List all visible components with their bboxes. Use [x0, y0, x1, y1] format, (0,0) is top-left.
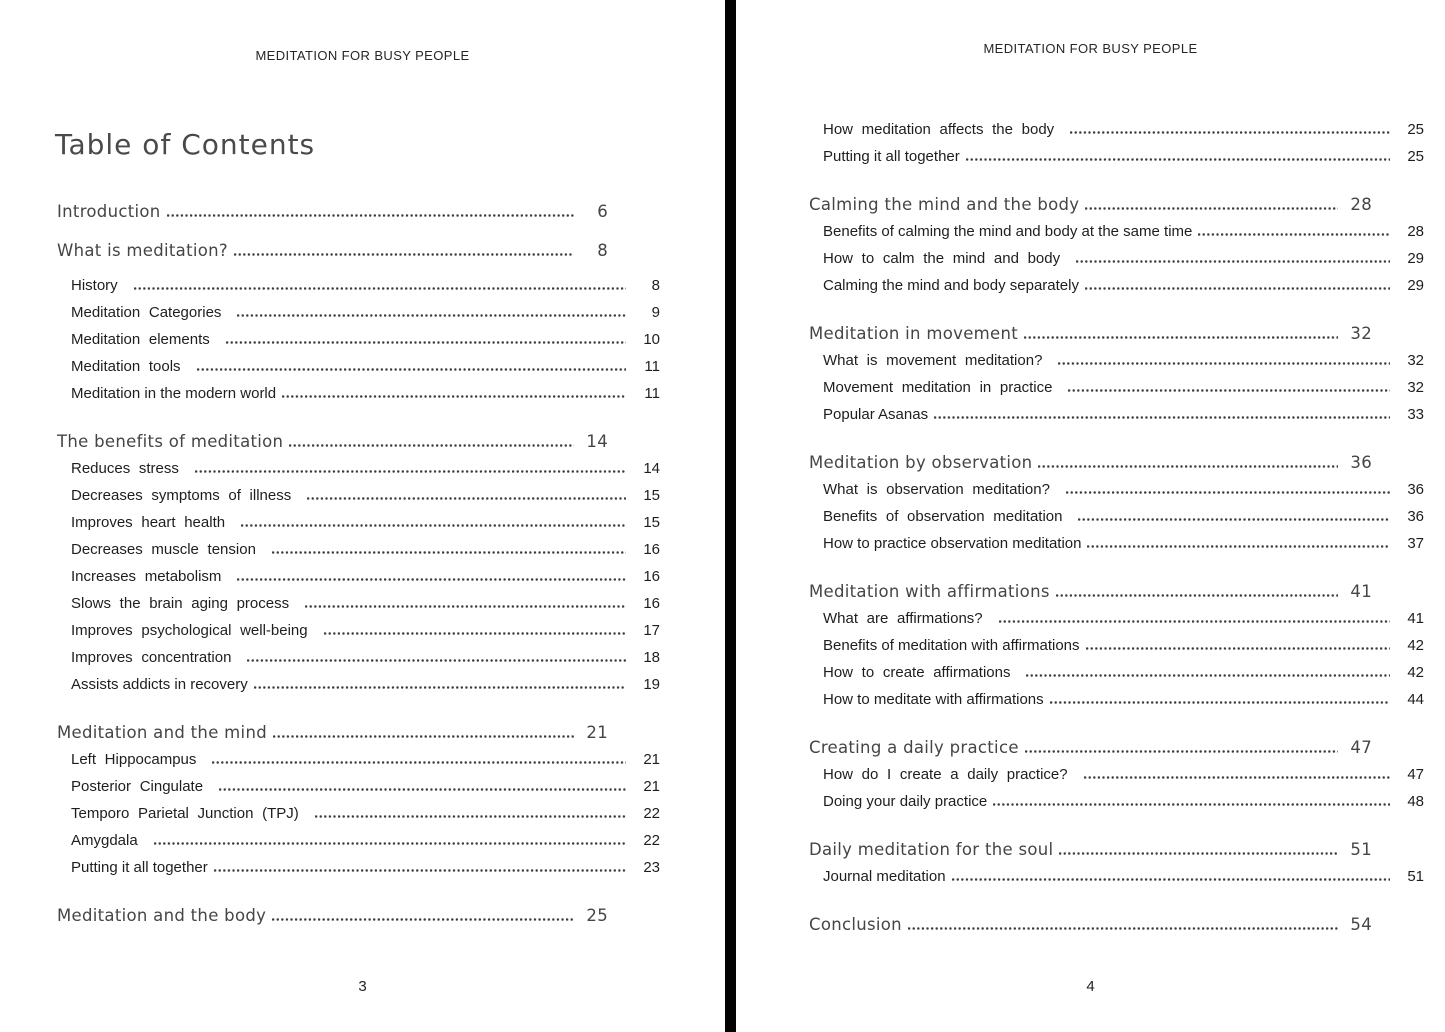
toc-entry [809, 637, 1424, 664]
toc-entry-page: 32 [1407, 352, 1424, 369]
toc-entry-page: 21 [586, 723, 608, 742]
toc-entry-page: 42 [1407, 664, 1424, 681]
toc-entry-page: 16 [643, 568, 660, 585]
toc-entry-label: Putting it all together [71, 859, 208, 876]
toc-entry [809, 691, 1424, 718]
toc-entry-label: Improves heart health [71, 514, 226, 531]
toc-entry-page: 44 [1407, 691, 1424, 708]
dot-leader [237, 578, 626, 581]
toc-entry-page: 28 [1350, 195, 1372, 214]
dot-leader [1084, 776, 1390, 779]
toc-entry [809, 582, 1424, 609]
toc-entry-label: Meditation in the modern world [71, 385, 277, 402]
toc-entry [57, 541, 660, 568]
dot-leader [1076, 260, 1390, 263]
toc-entry [57, 514, 660, 541]
dot-leader [1066, 491, 1390, 494]
toc-entry-label: Meditation with affirmations [809, 582, 1050, 601]
toc-entry [809, 508, 1424, 535]
toc-entry-label: Benefits of observation meditation [823, 508, 1063, 525]
toc-entry-page: 21 [643, 778, 660, 795]
toc-entry [809, 868, 1424, 895]
toc-entry-page: 19 [643, 676, 660, 693]
toc-entry [809, 121, 1424, 148]
dot-leader [154, 842, 626, 845]
toc-entry-page: 29 [1407, 250, 1424, 267]
toc-entry-label: Temporo Parietal Junction (TPJ) [71, 805, 299, 822]
toc-entry-label: Improves psychological well-being [71, 622, 308, 639]
toc-entry-page: 21 [643, 751, 660, 768]
page-number: 3 [358, 978, 367, 995]
toc-entry-label: Conclusion [809, 915, 902, 934]
dot-leader [282, 395, 626, 398]
toc-entry-label: What is observation meditation? [823, 481, 1050, 498]
toc-entry-page: 36 [1407, 481, 1424, 498]
running-header: MEDITATION FOR BUSY PEOPLE [983, 41, 1198, 56]
toc-entry-label: How to create affirmations [823, 664, 1011, 681]
toc-entry-page: 25 [1407, 121, 1424, 138]
toc-entry-label: History [71, 277, 118, 294]
toc-entry-page: 47 [1350, 738, 1372, 757]
toc-entry-page: 28 [1407, 223, 1424, 240]
toc-entry-label: Calming the mind and the body [809, 195, 1080, 214]
dot-leader [305, 605, 626, 608]
toc-list-left [57, 202, 660, 933]
dot-leader [167, 214, 574, 217]
toc-entry [57, 622, 660, 649]
dot-leader [307, 497, 626, 500]
toc-entry [809, 453, 1424, 480]
toc-entry-label: Meditation elements [71, 331, 210, 348]
toc-entry-page: 11 [644, 385, 660, 402]
page-divider [725, 0, 736, 1032]
toc-entry [809, 277, 1424, 304]
toc-entry [809, 324, 1424, 351]
dot-leader [1026, 674, 1390, 677]
toc-entry-page: 41 [1350, 582, 1372, 601]
toc-entry-label: What is meditation? [57, 241, 228, 260]
toc-entry [57, 487, 660, 514]
toc-entry-label: Benefits of calming the mind and body at the same time [823, 223, 1193, 240]
toc-entry [809, 664, 1424, 691]
toc-entry-label: What are affirmations? [823, 610, 983, 627]
dot-leader [1038, 465, 1338, 468]
dot-leader [234, 253, 574, 256]
toc-entry-label: What is movement meditation? [823, 352, 1043, 369]
toc-entry [57, 676, 660, 703]
dot-leader [237, 314, 626, 317]
toc-entry-page: 54 [1350, 915, 1372, 934]
dot-leader [241, 524, 626, 527]
toc-entry-page: 8 [597, 241, 608, 260]
dot-leader [934, 416, 1390, 419]
running-header: MEDITATION FOR BUSY PEOPLE [255, 48, 470, 63]
toc-entry [57, 595, 660, 622]
toc-entry-label: Daily meditation for the soul [809, 840, 1054, 859]
dot-leader [1078, 518, 1390, 521]
toc-page-right [736, 0, 1445, 1032]
dot-leader [273, 735, 574, 738]
toc-entry [57, 304, 660, 331]
dot-leader [219, 788, 626, 791]
toc-entry-label: How meditation affects the body [823, 121, 1055, 138]
toc-entry-label: How to calm the mind and body [823, 250, 1061, 267]
toc-entry-page: 10 [643, 331, 660, 348]
toc-entry-label: Movement meditation in practice [823, 379, 1053, 396]
toc-entry [809, 738, 1424, 765]
toc-entry-page: 25 [586, 906, 608, 925]
toc-entry-page: 11 [644, 358, 660, 375]
toc-entry-label: Benefits of meditation with affirmations [823, 637, 1080, 654]
dot-leader [1025, 750, 1338, 753]
dot-leader [1059, 852, 1338, 855]
toc-entry [809, 379, 1424, 406]
dot-leader [272, 551, 626, 554]
toc-entry-label: Posterior Cingulate [71, 778, 204, 795]
toc-entry-label: Decreases muscle tension [71, 541, 256, 558]
dot-leader [214, 869, 626, 872]
toc-entry-label: Meditation by observation [809, 453, 1033, 472]
toc-entry [809, 223, 1424, 250]
dot-leader [1086, 647, 1390, 650]
toc-entry [57, 723, 660, 750]
dot-leader [289, 444, 574, 447]
dot-leader [1058, 362, 1390, 365]
toc-entry-label: Amygdala [71, 832, 138, 849]
toc-entry [57, 859, 660, 886]
toc-entry [809, 840, 1424, 867]
toc-entry [57, 906, 660, 933]
toc-entry-label: Slows the brain aging process [71, 595, 290, 612]
toc-entry-label: Meditation Categories [71, 304, 222, 321]
toc-entry-label: Meditation and the body [57, 906, 267, 925]
toc-entry-label: Meditation tools [71, 358, 181, 375]
toc-entry-page: 14 [643, 460, 660, 477]
toc-entry [809, 766, 1424, 793]
toc-entry [809, 250, 1424, 277]
toc-entry-page: 6 [597, 202, 608, 221]
dot-leader [247, 659, 626, 662]
toc-entry-label: Assists addicts in recovery [71, 676, 248, 693]
toc-entry-page: 36 [1350, 453, 1372, 472]
toc-entry-label: Improves concentration [71, 649, 232, 666]
toc-entry-page: 42 [1407, 637, 1424, 654]
toc-entry-page: 33 [1407, 406, 1424, 423]
toc-entry [57, 277, 660, 304]
dot-leader [1056, 594, 1338, 597]
toc-entry-label: Reduces stress [71, 460, 179, 477]
toc-entry-label: Putting it all together [823, 148, 960, 165]
toc-entry-label: How to meditate with affirmations [823, 691, 1044, 708]
toc-entry-label: Calming the mind and body separately [823, 277, 1079, 294]
toc-entry-page: 15 [643, 487, 660, 504]
toc-entry-page: 18 [643, 649, 660, 666]
dot-leader [324, 632, 626, 635]
toc-entry-label: Journal meditation [823, 868, 946, 885]
dot-leader [999, 620, 1390, 623]
toc-entry-label: The benefits of meditation [57, 432, 284, 451]
toc-entry [57, 432, 660, 459]
dot-leader [1050, 701, 1390, 704]
dot-leader [272, 918, 574, 921]
dot-leader [1085, 207, 1338, 210]
toc-entry-page: 41 [1407, 610, 1424, 627]
toc-entry [57, 460, 660, 487]
toc-entry [57, 568, 660, 595]
page-title: Table of Contents [55, 128, 316, 161]
toc-entry [809, 915, 1424, 942]
toc-entry-page: 16 [643, 595, 660, 612]
toc-entry-page: 51 [1350, 840, 1372, 859]
dot-leader [966, 158, 1390, 161]
toc-entry-page: 37 [1407, 535, 1424, 552]
toc-entry-page: 32 [1407, 379, 1424, 396]
toc-entry-page: 32 [1350, 324, 1372, 343]
dot-leader [1087, 545, 1390, 548]
toc-entry-page: 36 [1407, 508, 1424, 525]
toc-entry [809, 481, 1424, 508]
dot-leader [1068, 389, 1390, 392]
toc-entry-label: Meditation and the mind [57, 723, 267, 742]
page-number: 4 [1086, 978, 1095, 995]
toc-entry-page: 17 [643, 622, 660, 639]
toc-entry-page: 48 [1407, 793, 1424, 810]
dot-leader [212, 761, 626, 764]
toc-entry [809, 352, 1424, 379]
toc-entry [809, 195, 1424, 222]
toc-entry-label: Meditation in movement [809, 324, 1018, 343]
toc-entry-page: 25 [1407, 148, 1424, 165]
toc-entry-label: Increases metabolism [71, 568, 222, 585]
toc-entry-page: 9 [651, 304, 660, 321]
toc-entry [57, 805, 660, 832]
toc-entry [809, 535, 1424, 562]
toc-entry-label: How do I create a daily practice? [823, 766, 1068, 783]
toc-entry [57, 751, 660, 778]
toc-entry-label: Introduction [57, 202, 161, 221]
toc-entry-page: 16 [643, 541, 660, 558]
toc-entry-label: Left Hippocampus [71, 751, 197, 768]
toc-entry-label: Popular Asanas [823, 406, 929, 423]
dot-leader [134, 287, 626, 290]
toc-entry [57, 358, 660, 385]
toc-list-right [809, 121, 1424, 942]
toc-entry [57, 778, 660, 805]
toc-entry [57, 385, 660, 412]
dot-leader [1085, 287, 1390, 290]
dot-leader [254, 686, 626, 689]
toc-entry-label: How to practice observation meditation [823, 535, 1082, 552]
toc-entry [809, 406, 1424, 433]
toc-entry [809, 610, 1424, 637]
toc-entry-page: 22 [643, 832, 660, 849]
toc-entry-page: 47 [1407, 766, 1424, 783]
toc-entry-page: 8 [651, 277, 660, 294]
toc-entry-page: 15 [643, 514, 660, 531]
dot-leader [195, 470, 626, 473]
toc-entry [57, 241, 660, 268]
dot-leader [226, 341, 626, 344]
toc-entry-page: 14 [586, 432, 608, 451]
dot-leader [1024, 336, 1338, 339]
toc-entry [57, 832, 660, 859]
toc-entry-page: 29 [1407, 277, 1424, 294]
dot-leader [1198, 233, 1390, 236]
toc-entry [57, 202, 660, 229]
toc-entry [57, 649, 660, 676]
toc-entry-page: 51 [1407, 868, 1424, 885]
dot-leader [993, 803, 1390, 806]
dot-leader [1070, 131, 1390, 134]
toc-entry [57, 331, 660, 358]
dot-leader [952, 878, 1390, 881]
toc-entry-label: Creating a daily practice [809, 738, 1019, 757]
toc-entry-page: 23 [643, 859, 660, 876]
dot-leader [908, 927, 1338, 930]
dot-leader [197, 368, 626, 371]
toc-entry [809, 148, 1424, 175]
dot-leader [315, 815, 626, 818]
toc-entry-page: 22 [643, 805, 660, 822]
toc-entry-label: Decreases symptoms of illness [71, 487, 292, 504]
toc-entry [809, 793, 1424, 820]
toc-entry-label: Doing your daily practice [823, 793, 988, 810]
